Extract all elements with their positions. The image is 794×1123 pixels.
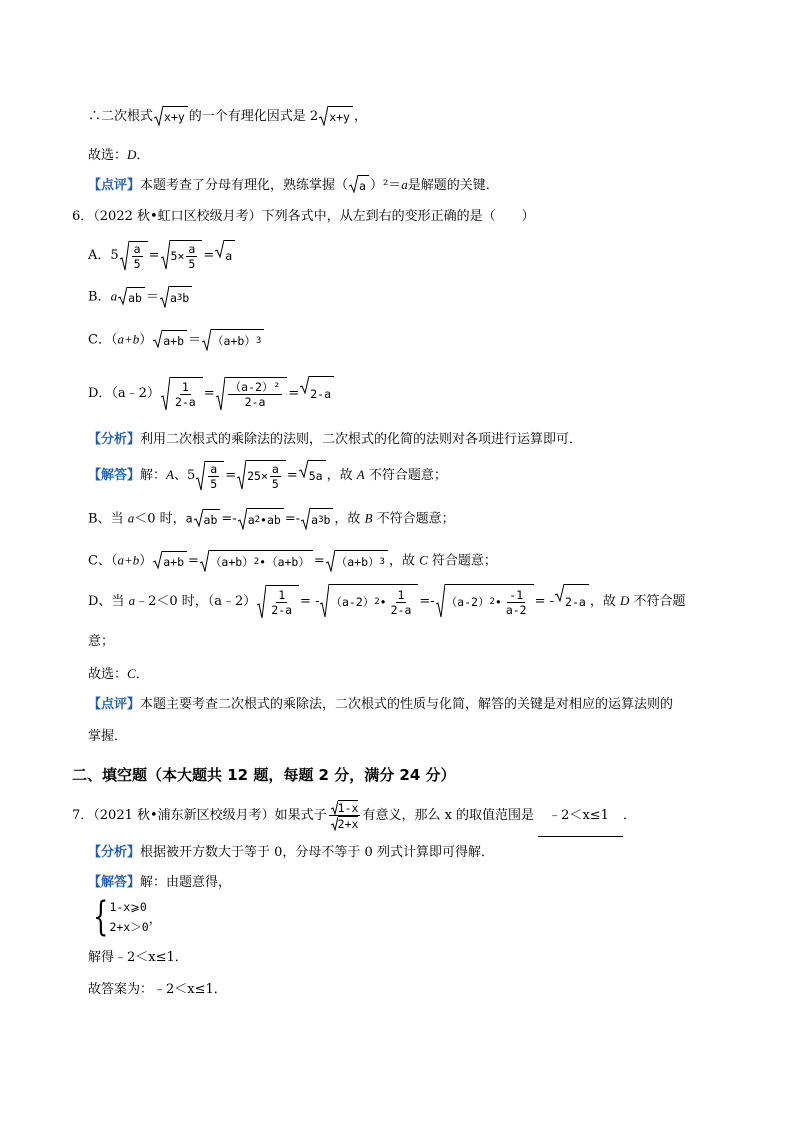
option-d: D．（a﹣2） 1 2-a = （a-2）² 2-a = 2-a [88, 376, 335, 411]
radical: （a+b） 3 [326, 550, 388, 572]
review-line: 【点评】本题考查了分母有理化，熟练掌握（ a ）²＝a是解题的关键． [88, 175, 499, 196]
answer-line: 故选：D． [88, 147, 150, 163]
inequality-system: { 1-x⩾0 2+x＞0 ， [93, 894, 162, 940]
question-6: 6．（2022 秋•虹口区校级月考）下列各式中，从左到右的变形正确的是（ ） [72, 209, 535, 224]
solution-tag: 【解答】 [88, 875, 141, 890]
solution-d: D、当 a﹣2＜0 时，（a﹣2） 1 2-a = - （a-2） 2 • 1 2-a =- （a-2） 2 • -1 a-2 = - 2-a ，故 D 不符合题 [88, 584, 685, 619]
conclusion-line: ∴二次根式 x+y 的一个有理化因式是 2 x+y ， [88, 106, 367, 127]
review-2-cont: 掌握． [88, 729, 128, 744]
radical: ab [118, 287, 145, 308]
solution-b: B、当 a＜0 时，a ab =- a 2 •ab =- a 3 b ，故 B 不符合题意； [88, 508, 455, 530]
radical: a 5 [120, 241, 148, 271]
radical: 1 2-a [161, 377, 203, 411]
analysis-7: 【分析】根据被开方数大于等于 0，分母不等于 0 列式计算即可得解． [88, 845, 494, 860]
radical: （a-2）² 2-a [216, 377, 288, 411]
option-b: B．a ab ＝ a 3 b [88, 286, 193, 308]
solution-tag: 【解答】 [88, 468, 141, 483]
solution-7: 【解答】解：由题意得， [88, 875, 232, 890]
review-tag: 【点评】 [88, 697, 141, 712]
radical: x+y [154, 106, 188, 127]
radical: ab [194, 509, 221, 530]
radical: （a+b） 3 [202, 329, 264, 351]
option-a: A．5 a 5 = 5× $\frac{a}{5}$ = a [88, 240, 236, 271]
section-heading: 二、填空题（本大题共 12 题，每题 2 分，满分 24 分） [72, 766, 456, 784]
radical: x+y [319, 106, 353, 127]
question-7: 7．（2021 秋•浦东新区校级月考）如果式子 $\frac{1-x}{2+x}$ 有意义，那么 x 的取值范围是 ﹣2＜x≤1 ． [72, 796, 636, 837]
fraction: $\frac{1-x}{2+x}$ [329, 800, 361, 831]
analysis-tag: 【分析】 [88, 432, 141, 447]
inequality-row: 1-x⩾0 [109, 900, 147, 914]
radical: 5a [299, 460, 326, 491]
left-brace: { [93, 894, 109, 940]
radical: a+b [153, 551, 187, 572]
text: ∴二次根式 [88, 109, 154, 124]
analysis-tag: 【分析】 [88, 845, 141, 860]
radical: a+b [153, 330, 187, 351]
radical: 25× $\frac{a}{5}$ [237, 460, 286, 491]
solution-c: C、（a+b） a+b = （a+b） 2 •（a+b） = （a+b） 3 ，故 C 符合题意； [88, 550, 497, 572]
analysis-line: 【分析】利用二次根式的乘除法的法则，二次根式的化简的法则对各项进行运算即可． [88, 432, 583, 447]
solved-line: 解得﹣2＜x≤1． [88, 950, 188, 965]
pick-line: 故选：C． [88, 666, 149, 682]
radical: （a+b） 2 •（a+b） [200, 550, 313, 572]
radical: a [215, 240, 235, 271]
solution-d-cont: 意； [88, 634, 115, 649]
inequality-row: 2+x＞0 [109, 920, 149, 934]
radical: a 3 b [160, 286, 192, 308]
final-answer-line: 故答案为：﹣2＜x≤1． [88, 982, 227, 997]
radical: （a-2） 2 • 1 2-a [320, 584, 418, 619]
option-c: C．（a+b） a+b ＝ （a+b） 3 [88, 329, 265, 351]
review-2: 【点评】本题主要考查二次根式的乘除法，二次根式的性质与化简，解答的关键是对相应的运算法则的 [88, 697, 674, 712]
radical: a 3 b [301, 508, 333, 530]
review-tag: 【点评】 [88, 178, 141, 193]
radical: 1 2-a [257, 585, 299, 619]
radical: （a-2） 2 • -1 a-2 [436, 584, 534, 619]
radical: 5× $\frac{a}{5}$ [161, 240, 203, 271]
radical: a 2 •ab [238, 508, 284, 530]
answer-blank: ﹣2＜x≤1 [538, 796, 623, 837]
radical: a [349, 175, 369, 196]
solution-a: 【解答】解：A、5 a 5 = 25× $\frac{a}{5}$ = 5a ，故 A 不符合题意； [88, 461, 447, 491]
radical: 2-a [300, 376, 334, 411]
radical: a 5 [196, 461, 224, 491]
radical: 2-a [555, 584, 589, 619]
